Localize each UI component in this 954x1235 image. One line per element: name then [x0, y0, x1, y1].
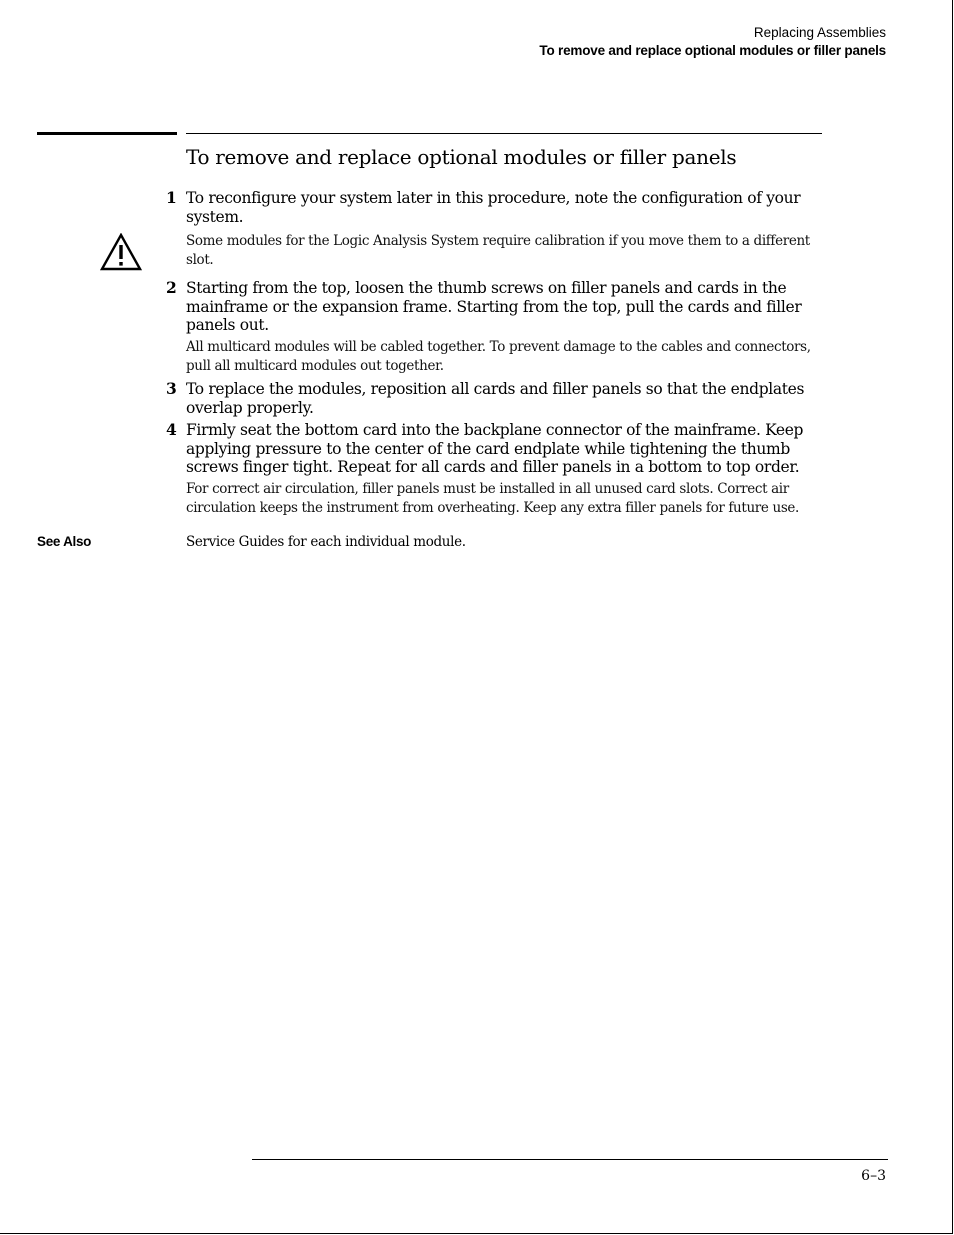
running-head [539, 24, 886, 60]
step-1 [166, 188, 822, 226]
see-also-text: Service Guides for each individual module. [186, 534, 466, 550]
step-number: 4 [166, 420, 177, 439]
page-number: 6–3 [861, 1168, 886, 1184]
warning-triangle-icon [100, 233, 142, 271]
see-also-label: See Also [37, 534, 92, 549]
step-4-note: For correct air circulation, filler panels must be installed in all unused card slots. Correct air circulation keeps the instrument from overheating. Keep any extra filler panels for future use. [186, 481, 799, 516]
step-text: Firmly seat the bottom card into the backplane connector of the mainframe. Keep applying pressure to the center of the card endplate while tightening the thumb screws finger tight. Repeat for all cards and filler panels in a bottom to top order. [186, 421, 804, 476]
step-2 [166, 278, 822, 335]
step-number: 1 [166, 188, 177, 207]
step-number: 2 [166, 278, 177, 297]
running-head-section: Replacing Assemblies [753, 25, 886, 40]
footer-rule [252, 1159, 888, 1160]
section-rule-thin [186, 133, 822, 134]
running-head-topic: To remove and replace optional modules or filler panels [539, 43, 886, 58]
step-text: To reconfigure your system later in this procedure, note the configuration of your system. [186, 189, 801, 226]
step-4 [166, 420, 822, 477]
step-1-note: Some modules for the Logic Analysis System require calibration if you move them to a different slot. [186, 233, 810, 268]
step-2-note: All multicard modules will be cabled together. To prevent damage to the cables and connectors, pull all multicard modules out together. [186, 339, 811, 374]
step-3 [166, 379, 822, 417]
step-text: Starting from the top, loosen the thumb screws on filler panels and cards in the mainframe or the expansion frame. Starting from the top, pull the cards and filler panels out. [186, 279, 802, 334]
step-text: To replace the modules, reposition all cards and filler panels so that the endplates overlap properly. [186, 380, 805, 417]
page-title: To remove and replace optional modules or filler panels [186, 145, 737, 169]
step-number: 3 [166, 379, 177, 398]
section-rule-thick [37, 132, 177, 135]
